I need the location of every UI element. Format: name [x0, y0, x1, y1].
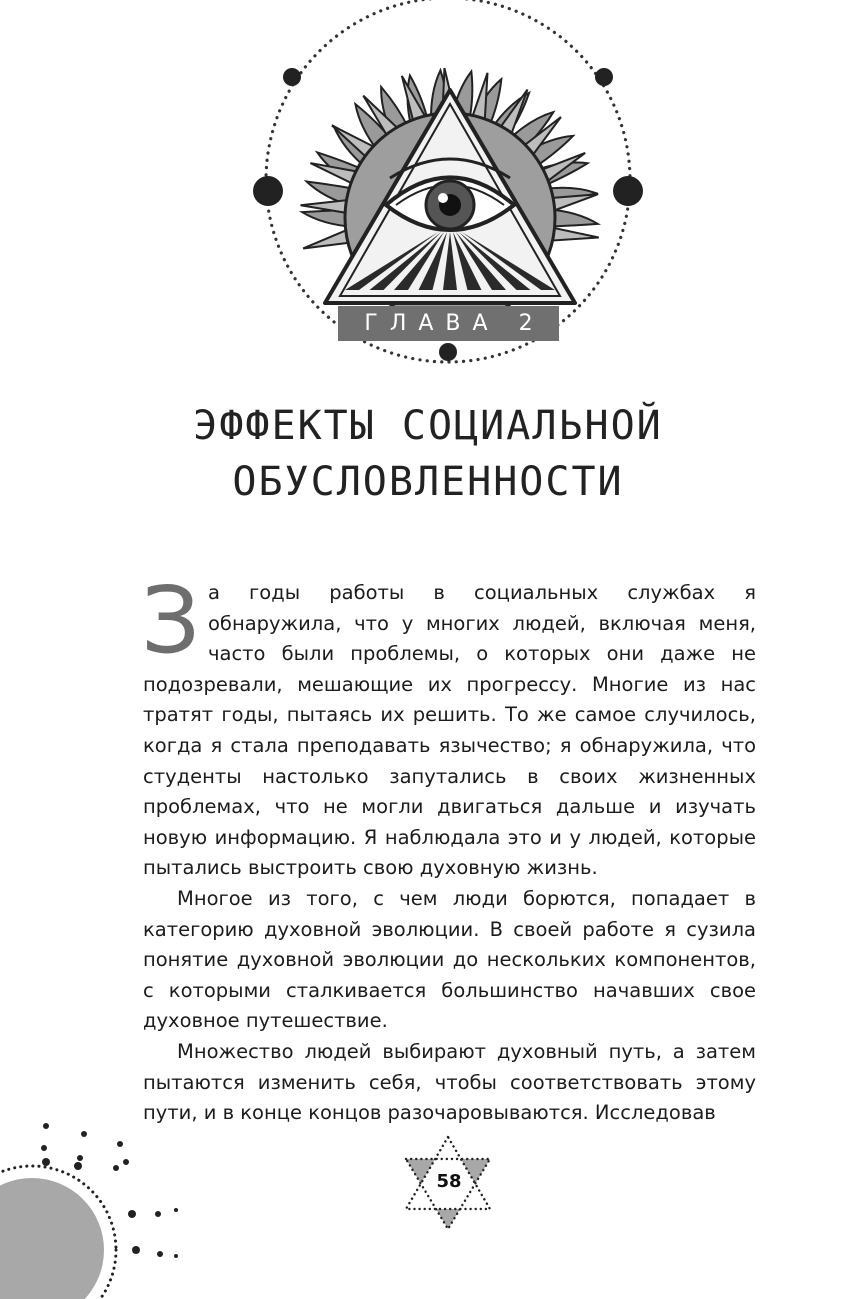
- chapter-title: [100, 398, 756, 510]
- orbit-dot-upper-left: [283, 68, 301, 86]
- paragraph-1: [141, 567, 756, 884]
- chapter-title-line-2: ОБУСЛОВЛЕННОСТИ: [232, 459, 624, 505]
- orbit-dot-left: [253, 176, 283, 206]
- orbit-dot-right: [613, 176, 643, 206]
- orbit-dot-upper-right: [595, 68, 613, 86]
- paragraph-3: Множество людей выбирают духовный путь, а затем пытаются изменить себя, чтобы соответствовать этому пути, и в конце концов разочаровываются. Исследовав: [143, 1039, 756, 1125]
- chapter-title-line-1: ЭФФЕКТЫ СОЦИАЛЬНОЙ: [193, 403, 663, 449]
- paragraph-1-text: а годы работы в социальных службах я обнаружила, что у многих людей, включая меня, часто были проблемы, о которых они даже не подозревали, мешающие их прогрессу. Многие из нас тратят годы, пытаясь их решить. То же самое случилось, когда я стала преподавать язычество; я обнаружила, что студенты настолько запутались в своих жизненных проблемах, что не могли двигаться дальше и изучать новую информацию. Я наблюдала это и у людей, которые пытались выстроить свою духовную жизнь.: [143, 581, 756, 880]
- page-number: 58: [436, 1171, 462, 1192]
- chapter-label: ГЛАВА 2: [338, 306, 559, 341]
- drop-cap: З: [141, 567, 200, 674]
- corner-decoration: [0, 1110, 200, 1299]
- body-text: [141, 567, 756, 1129]
- paragraph-2: Многое из того, с чем люди борются, попадает в категорию духовной эволюции. В своей работе я сузила понятие духовной эволюции до нескольких компонентов, с которыми сталкивается большинство начавших свое духовное путешествие.: [143, 886, 756, 1033]
- orbit-dot-bottom: [439, 343, 457, 361]
